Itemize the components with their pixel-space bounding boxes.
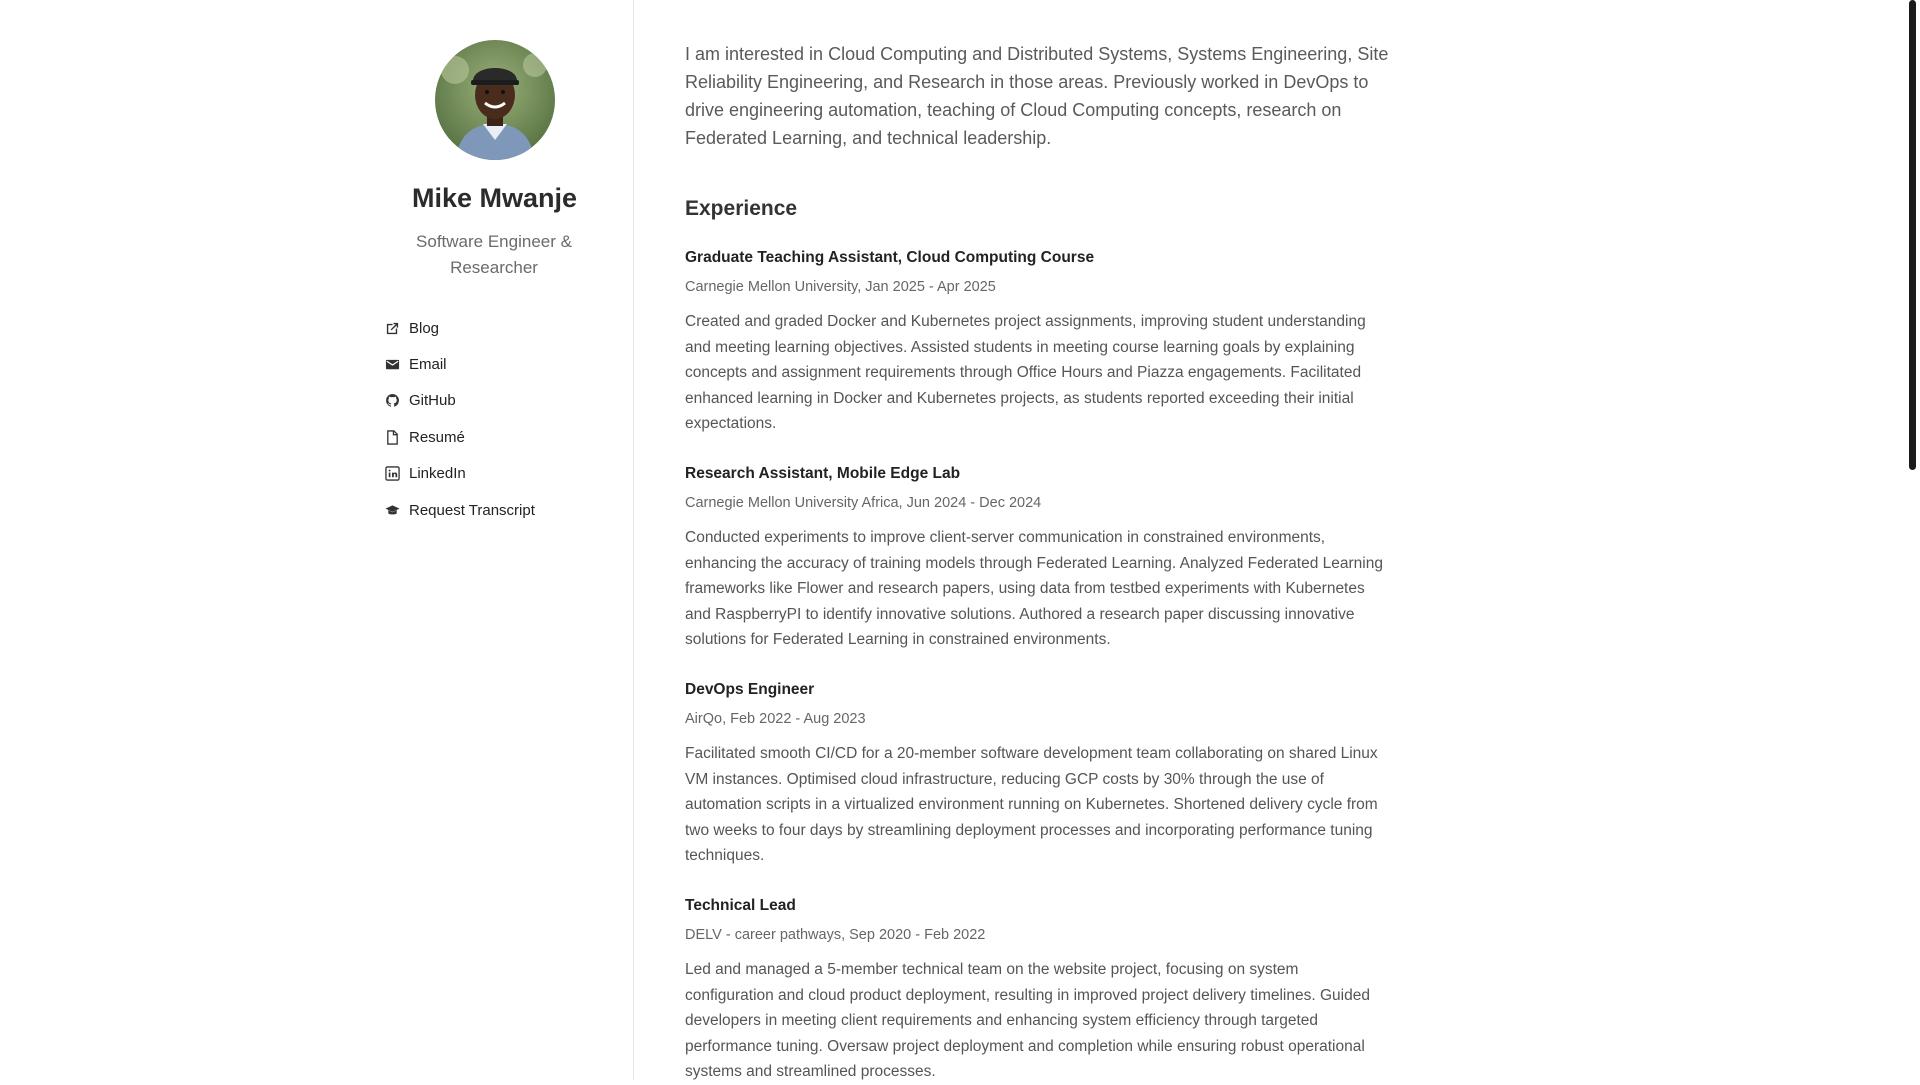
experience-item <box>685 896 1390 1085</box>
profile-name: Mike Mwanje <box>411 183 578 213</box>
nav-label: Resumé <box>409 428 465 446</box>
job-title: Research Assistant, Mobile Edge Lab <box>685 465 961 482</box>
sidebar <box>0 0 634 1080</box>
external-link-icon <box>384 320 401 337</box>
job-meta: Carnegie Mellon University, Jan 2025 - Apr 2025 <box>685 279 996 295</box>
experience-item <box>685 680 1390 869</box>
job-title: Technical Lead <box>685 897 796 914</box>
linkedin-icon <box>384 465 401 482</box>
job-meta: AirQo, Feb 2022 - Aug 2023 <box>685 711 866 727</box>
job-meta: DELV - career pathways, Sep 2020 - Feb 2022 <box>685 927 986 943</box>
avatar <box>435 40 555 160</box>
github-icon <box>384 392 401 409</box>
nav-label: LinkedIn <box>409 465 466 483</box>
nav-label: GitHub <box>409 392 456 410</box>
job-description: Created and graded Docker and Kubernetes project assignments, improving student understanding and meeting learning objectives. Assisted students in meeting course learning goals by explaining concepts and assignment requirements through Office Hours and Piazza engagements. Facilitated enhanced learning in Docker and Kubernetes projects, as students reported exceeding their initial expectations. <box>685 313 1366 432</box>
job-title: DevOps Engineer <box>685 681 815 698</box>
scrollbar-thumb[interactable] <box>1909 0 1916 470</box>
job-description: Facilitated smooth CI/CD for a 20-member software development team collaborating on shared Linux VM instances. Optimised cloud infrastructure, reducing GCP costs by 30% through the use of automation scripts in a virtualized environment running on Kubernetes. Shortened delivery cycle from two weeks to four days by streamlining deployment processes and incorporating performance tuning techniques. <box>685 745 1378 864</box>
nav-link-blog[interactable] <box>384 310 535 346</box>
job-meta: Carnegie Mellon University Africa, Jun 2024 - Dec 2024 <box>685 495 1042 511</box>
job-description: Led and managed a 5-member technical team on the website project, focusing on system configuration and cloud product deployment, resulting in improved project delivery timelines. Guided developers in meeting client requirements and enhancing system efficiency through targeted performance tuning. Oversaw project deployment and completion while ensuring robust operational systems and streamlined processes. <box>685 961 1370 1080</box>
graduation-cap-icon <box>384 502 401 519</box>
scrollbar[interactable] <box>1904 0 1920 1080</box>
nav-label: Email <box>409 356 447 374</box>
experience-item <box>685 464 1390 653</box>
nav-link-resume[interactable] <box>384 419 535 455</box>
nav-link-email[interactable] <box>384 346 535 382</box>
main-content <box>685 40 1390 1080</box>
nav-link-github[interactable] <box>384 383 535 419</box>
job-description: Conducted experiments to improve client-server communication in constrained environments, enhancing the accuracy of training models through Federated Learning. Analyzed Federated Learning frameworks like Flower and research papers, using data from testbed experiments with Kubernetes and RaspberryPI to identify innovative solutions. Authored a research paper discussing innovative solutions for Federated Learning in constrained environments. <box>685 529 1383 648</box>
social-links <box>384 310 535 528</box>
job-title: Graduate Teaching Assistant, Cloud Computing Course <box>685 249 1095 266</box>
intro-text: I am interested in Cloud Computing and Distributed Systems, Systems Engineering, Site Reliability Engineering, and Research in those areas. Previously worked in DevOps to drive engineering automation, teaching of Cloud Computing concepts, research on Federated Learning, and technical leadership. <box>685 44 1389 148</box>
mail-icon <box>384 356 401 373</box>
experience-heading: Experience <box>685 197 798 220</box>
profile-subtitle: Software Engineer & Researcher <box>416 232 572 277</box>
nav-label: Blog <box>409 319 440 337</box>
experience-item <box>685 248 1390 437</box>
nav-link-request-transcript[interactable] <box>384 492 535 528</box>
nav-link-linkedin[interactable] <box>384 456 535 492</box>
document-icon <box>384 429 401 446</box>
nav-label: Request Transcript <box>409 501 535 519</box>
